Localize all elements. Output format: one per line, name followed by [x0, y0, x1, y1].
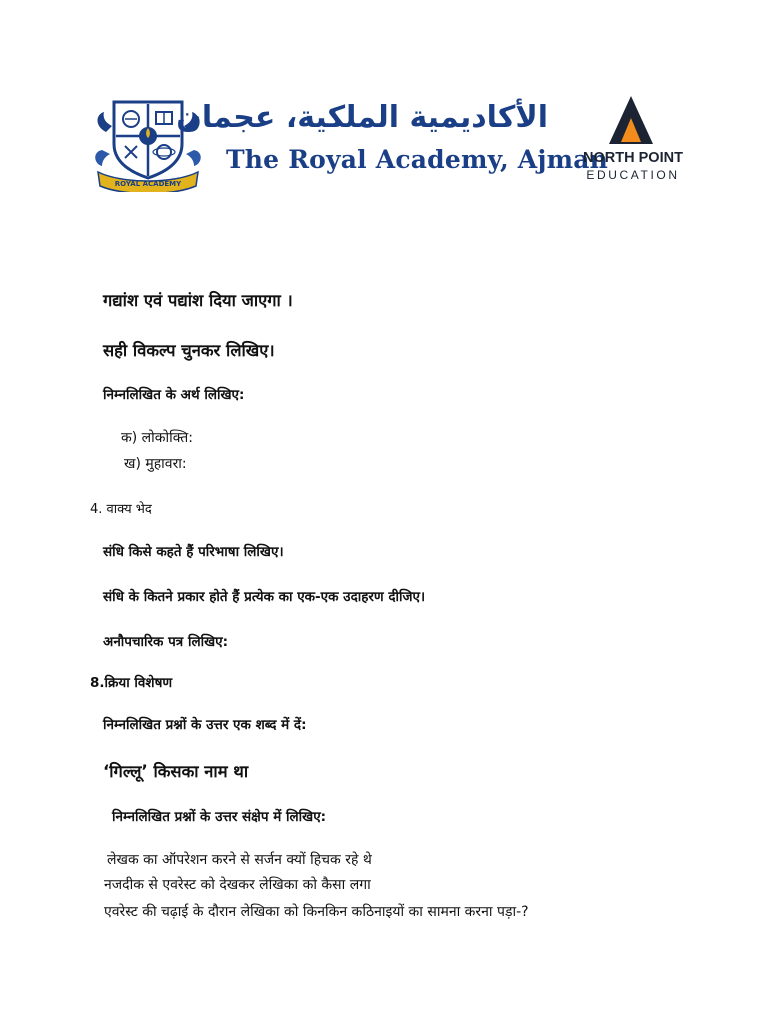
heading-one-word-answers: निम्नलिखित प्रश्नों के उत्तर एक शब्द में दें:	[103, 717, 307, 733]
education-wordmark: EDUCATION	[586, 168, 680, 182]
heading-vakya-bhed: 4. वाक्य भेद	[90, 502, 152, 517]
north-point-wordmark: NORTH POINT	[583, 150, 683, 166]
instruction-choose-option: सही विकल्प चुनकर लिखिए।	[103, 341, 275, 360]
question-everest-difficulties: एवरेस्ट की चढ़ाई के दौरान लेखिका को किनकिन कठिनाइयों का सामना करना पड़ा-?	[104, 904, 529, 920]
item-muhavara: ख) मुहावरा:	[124, 456, 187, 472]
instruction-passage: गद्यांश एवं पद्यांश दिया जाएगा ।	[103, 291, 293, 310]
north-point-education-logo	[576, 92, 690, 186]
question-sandhi-types: संधि के कितने प्रकार होते हैं प्रत्येक का एक-एक उदाहरण दीजिए।	[103, 589, 426, 605]
question-sandhi-definition: संधि किसे कहते हैं परिभाषा लिखिए।	[103, 544, 284, 560]
crest-banner-text: ROYAL ACADEMY	[114, 180, 182, 188]
question-surgeon: लेखक का ऑपरेशन करने से सर्जन क्यों हिचक रहे थे	[107, 852, 372, 868]
heading-short-answers: निम्नलिखित प्रश्नों के उत्तर संक्षेप में लिखिए:	[112, 809, 327, 825]
heading-kriya-visheshan: 8.क्रिया विशेषण	[90, 675, 173, 691]
heading-informal-letter: अनौपचारिक पत्र लिखिए:	[103, 634, 228, 650]
document-header	[0, 0, 768, 230]
north-point-triangle-icon	[609, 96, 653, 144]
heading-meanings: निम्नलिखित के अर्थ लिखिए:	[103, 387, 245, 403]
school-name-english: The Royal Academy, Ajman	[226, 145, 609, 174]
item-lokokti: क) लोकोक्ति:	[121, 430, 193, 446]
school-name-arabic: الأكاديمية الملكية، عجمان	[176, 100, 548, 135]
question-gillu: ‘गिल्लू’ किसका नाम था	[103, 762, 249, 781]
question-everest-view: नजदीक से एवरेस्ट को देखकर लेखिका को कैसा लगा	[104, 877, 371, 893]
